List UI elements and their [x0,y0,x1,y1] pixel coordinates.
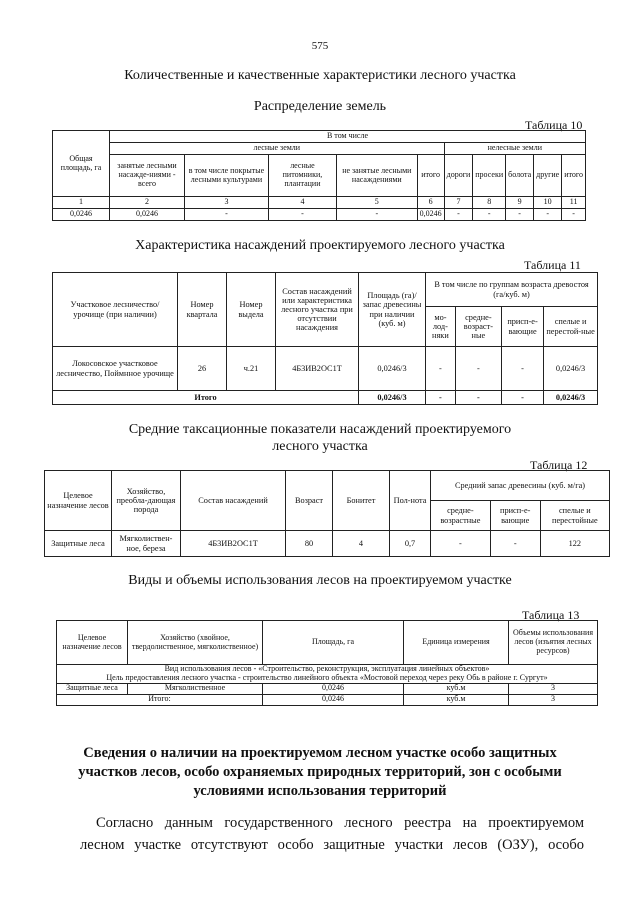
table-total-row [57,694,598,705]
t13-total-label: Итого: [57,694,263,705]
table-13 [56,620,598,706]
table-row [45,531,610,557]
t10-num: 4 [268,197,336,209]
t13-total-cell: куб.м [404,694,509,705]
t10-col: дороги [444,155,473,197]
heading-main: Количественные и качественные характеристики лесного участка [124,68,516,83]
t13-cell: 3 [509,683,598,694]
table-row [53,347,598,391]
t10-num: 9 [506,197,534,209]
t11-cell: ч.21 [227,347,276,391]
table-10 [52,130,586,221]
t12-cell: - [431,531,491,557]
t11-cell: - [455,347,501,391]
section-title [20,744,620,801]
t12-header-stock: Средний запас древесины (куб. м/га) [431,471,610,501]
t13-header-purpose: Целевое назначение лесов [57,621,128,665]
t10-col: итого [562,155,586,197]
t11-header-quarter: Номер квартала [178,273,227,347]
t12-cell: - [490,531,540,557]
t10-num: 10 [534,197,562,209]
t10-col: не занятые лесными насаждениями [336,155,417,197]
t10-num: 8 [473,197,506,209]
t11-group-middle: средне-возраст-ные [455,307,501,347]
t12-stock-maturing: присп-е-вающие [490,501,540,531]
t10-header-total: Общая площадь, га [53,131,110,197]
t13-total-cell: 3 [509,694,598,705]
t10-cell: 0,0246 [417,209,444,221]
t12-cell: Мягколиствен-ное, береза [112,531,181,557]
t11-cell: Локосовское участковое лесничество, Поймнное урочище [53,347,178,391]
section-title-line2: участков лесов, особо охраняемых природных территорий, зон с особыми [78,764,562,780]
t10-cell: - [534,209,562,221]
paragraph-line1: Согласно данным государственного лесного реестра на проектируемом [96,815,584,831]
heading-table-12-line2: лесного участка [272,439,368,454]
t10-num: 11 [562,197,586,209]
t12-header-bonitet: Бонитет [333,471,390,531]
heading-table-11: Характеристика насаждений проектируемого лесного участка [135,238,505,253]
paragraph-line2: лесном участке отсутствуют особо защитные участки лесов (ОЗУ), особо [80,837,584,853]
t10-num: 6 [417,197,444,209]
t10-num: 2 [110,197,185,209]
table-12-caption: Таблица 12 [530,458,588,472]
t10-header-forest: лесные земли [110,143,445,155]
t11-total-cell: - [426,391,456,405]
t10-col: в том числе покрытые лесными культурами [184,155,268,197]
t11-total-cell: - [455,391,501,405]
t11-header-groups: В том числе по группам возраста древостоя (га/куб. м) [426,273,598,307]
t13-header-area: Площадь, га [263,621,404,665]
t11-cell: - [501,347,543,391]
t10-number-row [53,197,586,209]
section-title-line3: условиями использования территорий [193,783,447,799]
t10-cell: 0,0246 [53,209,110,221]
t10-col: просеки [473,155,506,197]
t10-num: 1 [53,197,110,209]
table-11 [52,272,598,405]
t12-header-density: Пол-нота [390,471,431,531]
t10-num: 7 [444,197,473,209]
t11-total-cell: - [501,391,543,405]
t13-header-farm: Хозяйство (хвойное, твердолиственное, мягколиственное) [128,621,263,665]
t10-cell: - [506,209,534,221]
t10-col: другие [534,155,562,197]
t10-cell: - [444,209,473,221]
t12-cell: 80 [286,531,333,557]
t11-group-young: мо-лод-няки [426,307,456,347]
heading-land-distribution: Распределение земель [253,99,387,114]
t12-cell: 0,7 [390,531,431,557]
t13-purpose-text: Цель предоставления лесного участка - строительство линейного объекта «Мостовой переход через реку Обь в районе г. Сургут» [106,672,548,682]
t11-header-composition: Состав насаждений или характеристика лесного участка при отсутствии насаждения [276,273,359,347]
t10-num: 5 [336,197,417,209]
t12-header-composition: Состав насаждений [181,471,286,531]
t10-cell: 0,0246 [110,209,185,221]
page-number: 575 [311,40,329,52]
table-13-caption: Таблица 13 [522,608,580,622]
t10-cell: - [184,209,268,221]
t11-cell: - [426,347,456,391]
t12-cell: Защитные леса [45,531,112,557]
t12-header-purpose: Целевое назначение лесов [45,471,112,531]
t10-cell: - [336,209,417,221]
table-row [53,209,586,221]
t12-stock-mature: спелые и перестойные [540,501,609,531]
t12-cell: 122 [540,531,609,557]
t12-cell: 4Б3ИВ2ОС1Т [181,531,286,557]
t11-cell: 26 [178,347,227,391]
heading-table-12-line1: Средние таксационные показатели насаждений проектируемого [128,422,512,437]
t12-header-age: Возраст [286,471,333,531]
table-total-row [53,391,598,405]
t11-header-section: Номер выдела [227,273,276,347]
t10-num: 3 [184,197,268,209]
t11-header-area: Площадь (га)/запас древесины при наличии (куб. м) [359,273,426,347]
t11-cell: 0,0246/3 [359,347,426,391]
t13-use-type [57,665,598,684]
t10-header-incl: В том числе [110,131,586,143]
t10-col: болота [506,155,534,197]
t10-cell: - [268,209,336,221]
t13-header-volume: Объемы использования лесов (изъятия лесных ресурсов) [509,621,598,665]
t13-cell: Мягколиственное [128,683,263,694]
t11-total-cell: 0,0246/3 [359,391,426,405]
table-10-caption: Таблица 10 [525,118,583,132]
section-title-line1: Сведения о наличии на проектируемом лесном участке особо защитных [83,745,557,761]
t12-cell: 4 [333,531,390,557]
t11-group-maturing: присп-е-вающие [501,307,543,347]
t10-cell: - [562,209,586,221]
t13-cell: 0,0246 [263,683,404,694]
t13-header-unit: Единица измерения [404,621,509,665]
t13-total-cell: 0,0246 [263,694,404,705]
t10-col: занятые лесными насажде-ниями - всего [110,155,185,197]
t13-cell: куб.м [404,683,509,694]
t10-cell: - [473,209,506,221]
t10-col: лесные питомники, плантации [268,155,336,197]
t12-header-farm: Хозяйство, преобла-дающая порода [112,471,181,531]
t10-col: итого [417,155,444,197]
table-12 [44,470,610,557]
heading-table-13: Виды и объемы использования лесов на проектируемом участке [128,573,512,588]
t10-header-nonforest: нелесные земли [444,143,585,155]
t11-cell: 0,0246/3 [544,347,598,391]
t11-cell: 4Б3ИВ2ОС1Т [276,347,359,391]
table-row [57,683,598,694]
t11-total-label: Итого [53,391,359,405]
t13-use-type-text: Вид использования лесов - «Строительство, реконструкция, эксплуатация линейных объектов» [164,664,490,673]
t13-cell: Защитные леса [57,683,128,694]
t11-header-forestry: Участковое лесничество/ урочище (при наличии) [53,273,178,347]
t11-group-mature: спелые и перестой-ные [544,307,598,347]
table-11-caption: Таблица 11 [524,258,581,272]
t11-total-cell: 0,0246/3 [544,391,598,405]
t12-stock-middle: средне-возрастные [431,501,491,531]
